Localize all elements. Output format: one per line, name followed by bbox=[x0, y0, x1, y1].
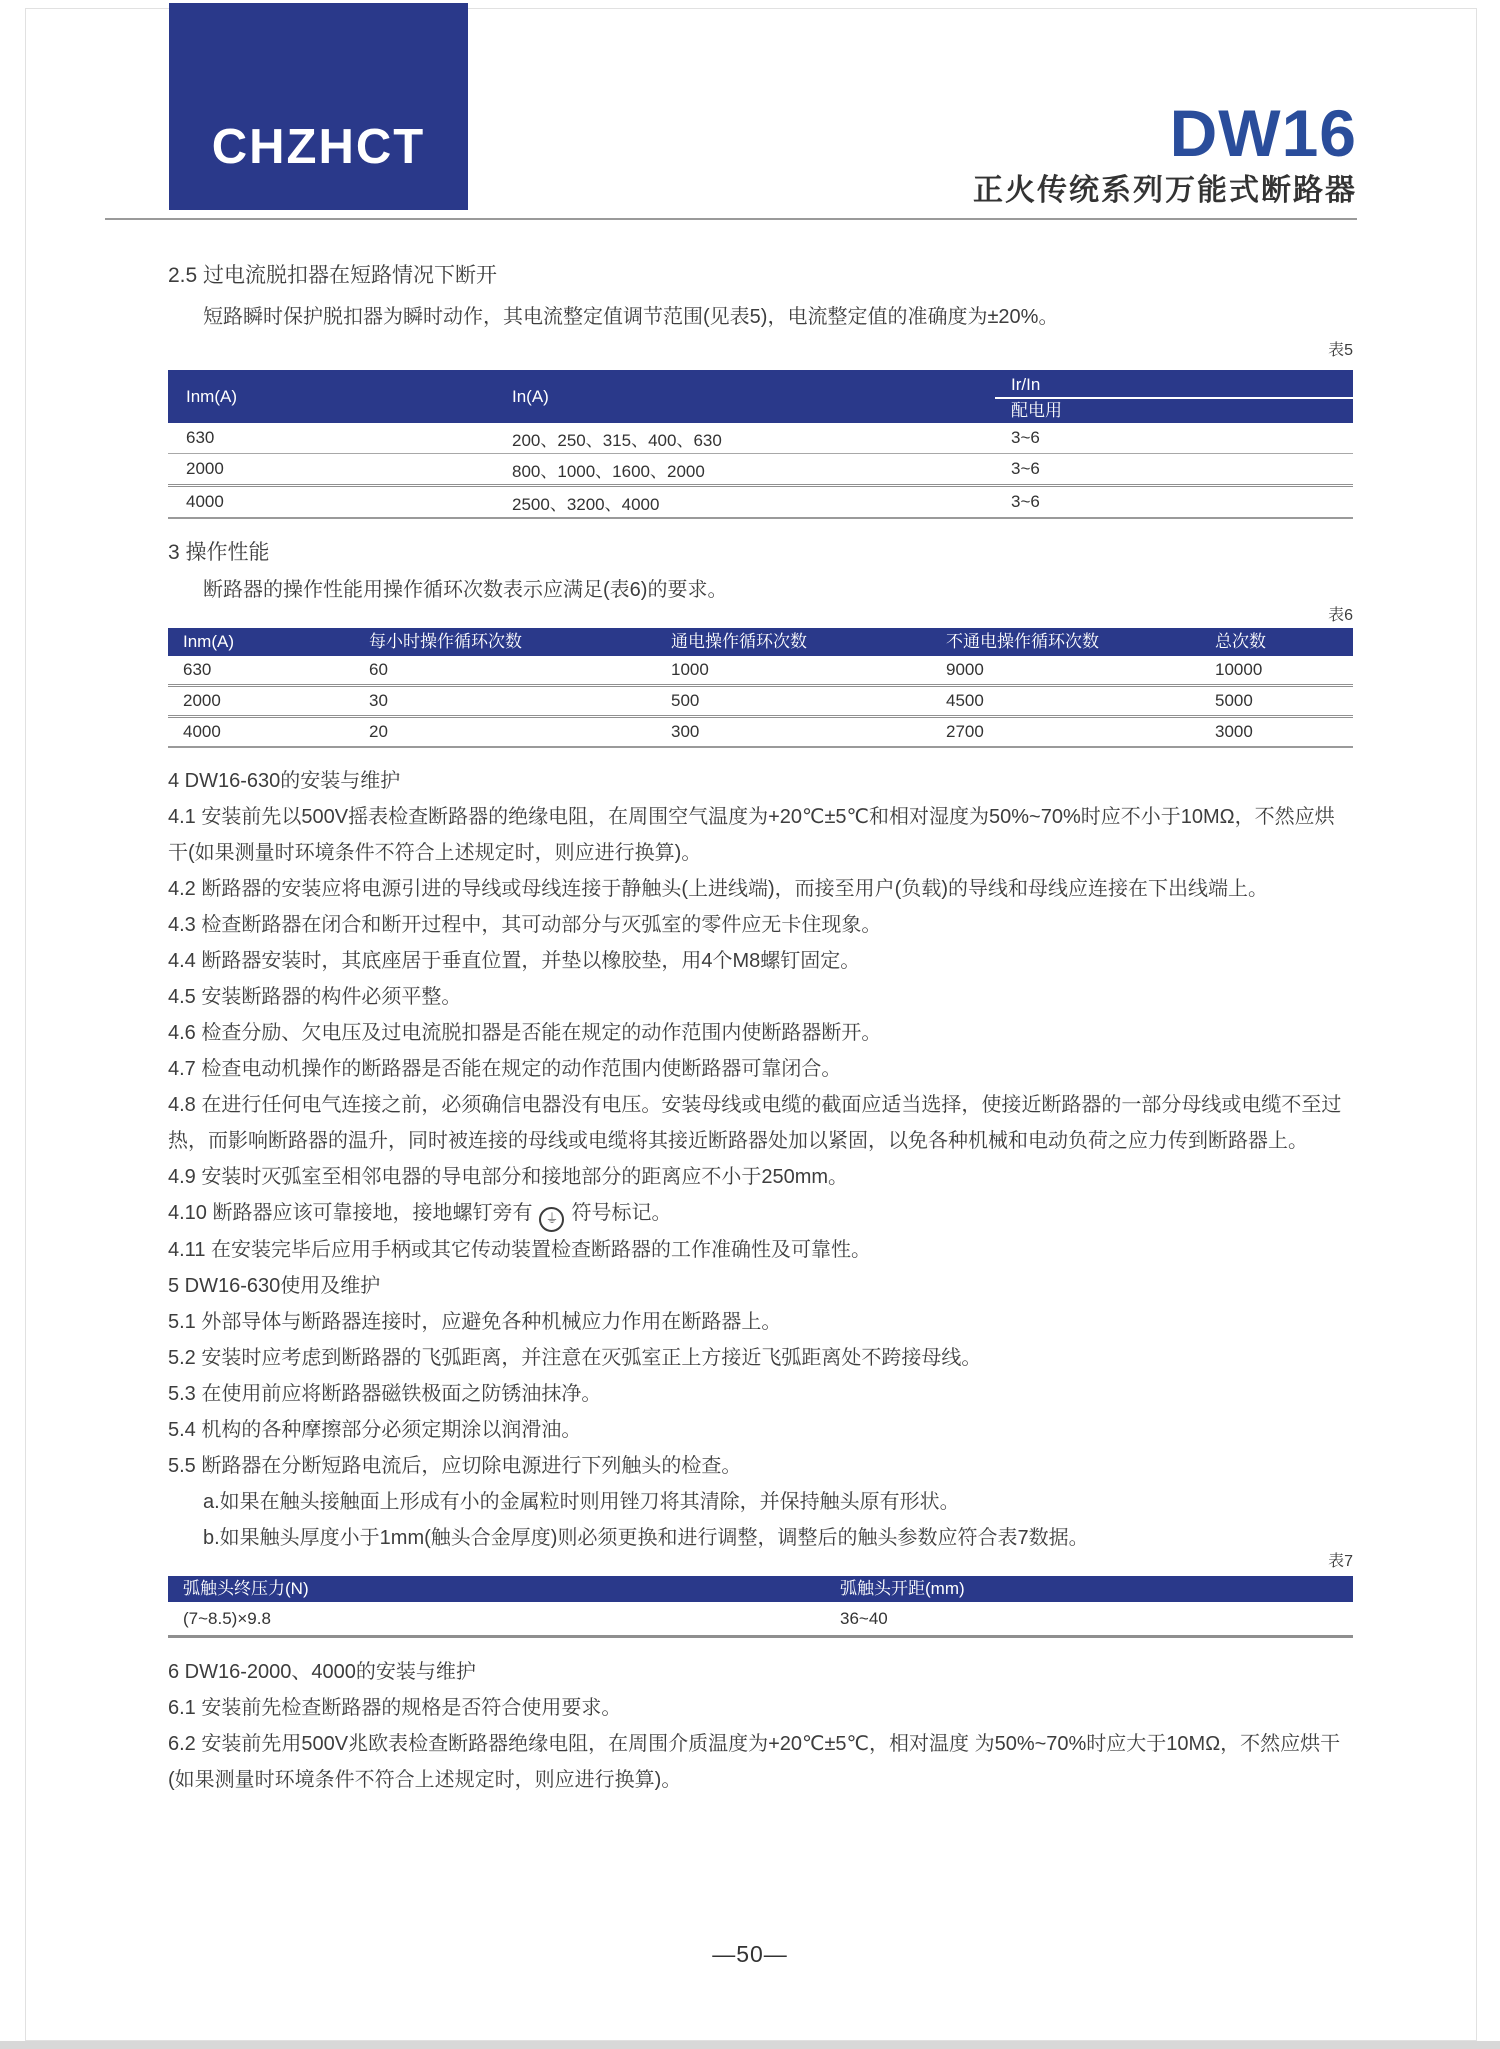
paragraph-line: 4.3 检查断路器在闭合和断开过程中，其可动部分与灭弧室的零件应无卡住现象。 bbox=[168, 914, 882, 936]
table6-header-cell: 不通电操作循环次数 bbox=[946, 632, 1099, 651]
table7-header-row bbox=[168, 1576, 1353, 1602]
paragraph-line: 4.5 安装断路器的构件必须平整。 bbox=[168, 986, 462, 1008]
paragraph-line: 5.1 外部导体与断路器连接时，应避免各种机械应力作用在断路器上。 bbox=[168, 1311, 782, 1333]
section-4-5-paragraphs bbox=[168, 763, 1358, 1556]
table6-cell: 10000 bbox=[1215, 660, 1263, 679]
paragraph-line: 4.2 断路器的安装应将电源引进的导线或母线连接于静触头(上进线端)，而接至用户(负载)的导线和母线应连接在下出线端上。 bbox=[168, 878, 1268, 900]
table7-header-cell: 弧触头终压力(N) bbox=[183, 1579, 309, 1598]
table6-cell: 3000 bbox=[1215, 722, 1253, 741]
table5-cell: 3~6 bbox=[1011, 428, 1040, 447]
paragraph-line: 4.9 安装时灭弧室至相邻电器的导电部分和接地部分的距离应不小于250mm。 bbox=[168, 1166, 849, 1188]
table5-cell: 630 bbox=[186, 428, 215, 447]
table6-header-row bbox=[168, 628, 1353, 656]
product-model-title: DW16 bbox=[1169, 96, 1357, 170]
section-2-5-body: 短路瞬时保护脱扣器为瞬时动作，其电流整定值调节范围(见表5)，电流整定值的准确度为±20%。 bbox=[203, 306, 1059, 328]
paragraph-line: 热，而影响断路器的温升，同时被连接的母线或电缆将其接近断路器处加以紧固，以免各种机械和电动负荷之应力传到断路器上。 bbox=[168, 1130, 1308, 1152]
table5-header-peidianyong: 配电用 bbox=[1011, 401, 1062, 420]
paragraph-line: (如果测量时环境条件不符合上述规定时，则应进行换算)。 bbox=[168, 1769, 682, 1791]
section-6-title: 6 DW16-2000、4000的安装与维护 bbox=[168, 1661, 476, 1683]
table-row bbox=[168, 423, 1353, 454]
table-row bbox=[168, 656, 1353, 687]
table5-cell: 4000 bbox=[186, 492, 224, 511]
paragraph-line-ground bbox=[168, 1195, 1358, 1232]
table7-header-cell: 弧触头开距(mm) bbox=[840, 1579, 965, 1598]
table6-header-cell: Inm(A) bbox=[183, 632, 234, 651]
table5-header-row bbox=[168, 370, 1353, 423]
table-row bbox=[168, 718, 1353, 748]
earth-ground-glyph: ⏚ bbox=[545, 1211, 559, 1226]
table5-header-irin: Ir/In bbox=[995, 370, 1371, 399]
table-row bbox=[168, 687, 1353, 718]
table-row bbox=[168, 454, 1353, 487]
page-number: —50— bbox=[712, 1941, 788, 1967]
section-5-title: 5 DW16-630使用及维护 bbox=[168, 1275, 381, 1297]
table6-cell: 30 bbox=[369, 691, 388, 710]
table7-cell: 36~40 bbox=[840, 1608, 888, 1628]
table6-cell: 1000 bbox=[671, 660, 709, 679]
paragraph-line: 4.4 断路器安装时，其底座居于垂直位置，并垫以橡胶垫，用4个M8螺钉固定。 bbox=[168, 950, 861, 972]
paragraph-line: a.如果在触头接触面上形成有小的金属粒时则用锉刀将其清除，并保持触头原有形状。 bbox=[203, 1491, 960, 1513]
table-row bbox=[168, 1602, 1353, 1638]
paragraph-line: 5.3 在使用前应将断路器磁铁极面之防锈油抹净。 bbox=[168, 1383, 602, 1405]
table6-cell: 4000 bbox=[183, 722, 221, 741]
paragraph-line: 4.1 安装前先以500V摇表检查断路器的绝缘电阻，在周围空气温度为+20℃±5℃和相对湿度为50%~70%时应不小于10MΩ，不然应烘 bbox=[168, 806, 1335, 828]
table6-label: 表6 bbox=[1328, 607, 1353, 624]
table6-cell: 2000 bbox=[183, 691, 221, 710]
table6 bbox=[168, 628, 1353, 748]
paragraph-line: 干(如果测量时环境条件不符合上述规定时，则应进行换算)。 bbox=[168, 842, 702, 864]
header-divider-rule bbox=[105, 218, 1357, 220]
table6-cell: 300 bbox=[671, 722, 700, 741]
table6-header-cell: 通电操作循环次数 bbox=[671, 632, 807, 651]
paragraph-line: 5.4 机构的各种摩擦部分必须定期涂以润滑油。 bbox=[168, 1419, 582, 1441]
table5 bbox=[168, 370, 1353, 519]
table5-header-in: In(A) bbox=[512, 387, 549, 406]
earth-ground-icon bbox=[539, 1207, 564, 1232]
table7-cell: (7~8.5)×9.8 bbox=[183, 1608, 271, 1628]
table5-label: 表5 bbox=[1328, 342, 1353, 359]
paragraph-line: b.如果触头厚度小于1mm(触头合金厚度)则必须更换和进行调整，调整后的触头参数应符合表7数据。 bbox=[203, 1527, 1089, 1549]
table6-cell: 4500 bbox=[946, 691, 984, 710]
paragraph-text: 4.10 断路器应该可靠接地，接地螺钉旁有 bbox=[168, 1202, 533, 1224]
paragraph-text: 符号标记。 bbox=[571, 1202, 672, 1224]
section-4-title: 4 DW16-630的安装与维护 bbox=[168, 770, 401, 792]
table6-header-cell: 总次数 bbox=[1215, 632, 1266, 651]
table5-cell: 800、1000、1600、2000 bbox=[512, 461, 705, 481]
table7-label: 表7 bbox=[1328, 1553, 1353, 1570]
table6-cell: 20 bbox=[369, 722, 388, 741]
table6-cell: 2700 bbox=[946, 722, 984, 741]
paragraph-line: 4.11 在安装完毕后应用手柄或其它传动装置检查断路器的工作准确性及可靠性。 bbox=[168, 1239, 871, 1261]
table6-cell: 5000 bbox=[1215, 691, 1253, 710]
section-6-paragraphs bbox=[168, 1654, 1358, 1798]
table5-header-irin-group bbox=[995, 370, 1371, 423]
table5-cell: 2000 bbox=[186, 459, 224, 478]
table6-cell: 60 bbox=[369, 660, 388, 679]
product-series-subtitle: 正火传统系列万能式断路器 bbox=[973, 174, 1357, 207]
table5-cell: 2500、3200、4000 bbox=[512, 494, 660, 514]
paragraph-line: 5.2 安装时应考虑到断路器的飞弧距离，并注意在灭弧室正上方接近飞弧距离处不跨接母线。 bbox=[168, 1347, 982, 1369]
table6-header-cell: 每小时操作循环次数 bbox=[369, 632, 522, 651]
table5-cell: 200、250、315、400、630 bbox=[512, 430, 722, 450]
section-2-5-title: 2.5 过电流脱扣器在短路情况下断开 bbox=[168, 264, 498, 287]
paragraph-line: 6.1 安装前先检查断路器的规格是否符合使用要求。 bbox=[168, 1697, 622, 1719]
table5-header-inm: Inm(A) bbox=[186, 387, 237, 406]
table5-cell: 3~6 bbox=[1011, 459, 1040, 478]
page-bottom-edge bbox=[0, 2041, 1500, 2049]
section-3-title: 3 操作性能 bbox=[168, 541, 270, 564]
table6-cell: 500 bbox=[671, 691, 700, 710]
brand-logo-text: CHZHCT bbox=[211, 120, 426, 174]
paragraph-line: 5.5 断路器在分断短路电流后，应切除电源进行下列触头的检查。 bbox=[168, 1455, 742, 1477]
section-3-body: 断路器的操作性能用操作循环次数表示应满足(表6)的要求。 bbox=[203, 579, 728, 601]
table7 bbox=[168, 1576, 1353, 1638]
paragraph-line: 4.8 在进行任何电气连接之前，必须确信电器没有电压。安装母线或电缆的截面应适当选择，使接近断路器的一部分母线或电缆不至过 bbox=[168, 1094, 1342, 1116]
table5-cell: 3~6 bbox=[1011, 492, 1040, 511]
paragraph-line: 6.2 安装前先用500V兆欧表检查断路器绝缘电阻，在周围介质温度为+20℃±5℃，相对温度 为50%~70%时应大于10MΩ，不然应烘干 bbox=[168, 1733, 1341, 1755]
table-row bbox=[168, 487, 1353, 519]
paragraph-line: 4.7 检查电动机操作的断路器是否能在规定的动作范围内使断路器可靠闭合。 bbox=[168, 1058, 842, 1080]
table6-cell: 9000 bbox=[946, 660, 984, 679]
paragraph-line: 4.6 检查分励、欠电压及过电流脱扣器是否能在规定的动作范围内使断路器断开。 bbox=[168, 1022, 882, 1044]
table6-cell: 630 bbox=[183, 660, 212, 679]
